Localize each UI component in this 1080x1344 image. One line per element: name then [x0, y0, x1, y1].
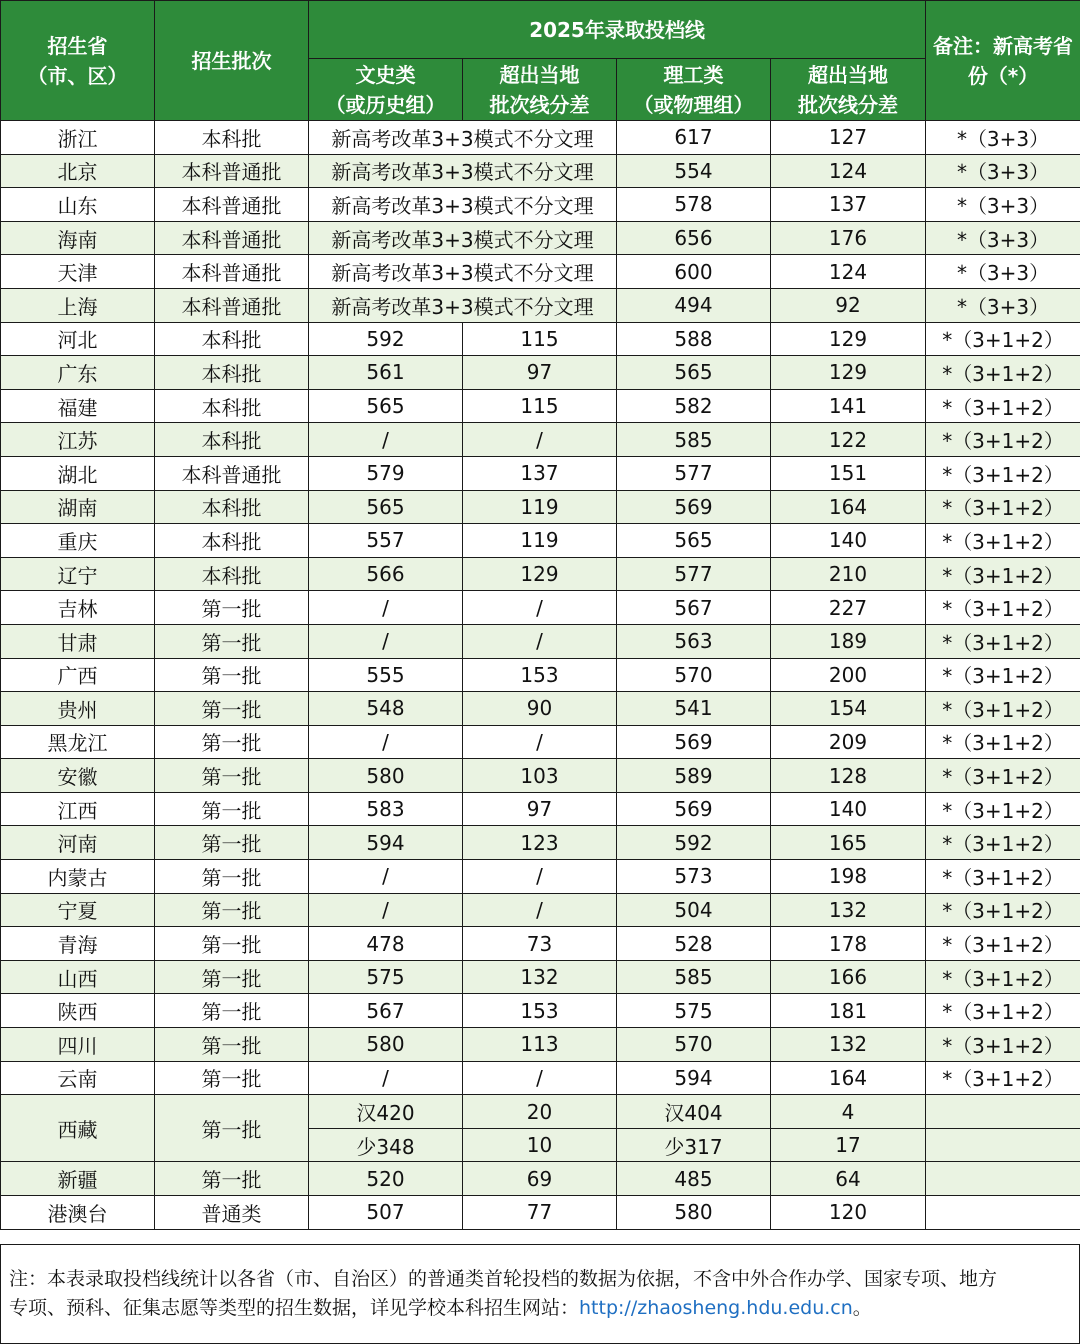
table-row: [1, 658, 1080, 692]
cell-liberal-score: /: [309, 893, 463, 927]
cell-science-score: 617: [617, 121, 771, 155]
cell-remark: *（3+1+2）: [926, 389, 1080, 423]
cell-liberal-diff: 132: [463, 960, 617, 994]
cell-science-diff: 181: [771, 994, 926, 1028]
cell-liberal-diff: 97: [463, 792, 617, 826]
cell-batch: 第一批: [155, 792, 309, 826]
cell-liberal-diff: 129: [463, 557, 617, 591]
cell-remark: *（3+1+2）: [926, 960, 1080, 994]
table-row: [1, 792, 1080, 826]
cell-science-diff: 129: [771, 322, 926, 356]
cell-batch: 本科普通批: [155, 288, 309, 322]
cell-province: 甘肃: [1, 624, 155, 658]
cell-liberal-score: 567: [309, 994, 463, 1028]
cell-liberal-diff: /: [463, 893, 617, 927]
cell-remark: *（3+1+2）: [926, 994, 1080, 1028]
table-row: [1, 692, 1080, 726]
cell-liberal-score: 575: [309, 960, 463, 994]
cell-science-score: 580: [617, 1196, 771, 1230]
cell-science-diff: 132: [771, 893, 926, 927]
cell-liberal-score: /: [309, 725, 463, 759]
header-liberal: [309, 59, 463, 121]
cell-province: 黑龙江: [1, 725, 155, 759]
table-header: [1, 1, 1080, 121]
cell-science-diff: 189: [771, 624, 926, 658]
cell-liberal-score: 520: [309, 1162, 463, 1196]
cell-province: 贵州: [1, 692, 155, 726]
cell-remark: *（3+3）: [926, 288, 1080, 322]
cell-remark: *（3+1+2）: [926, 322, 1080, 356]
table-row: [1, 927, 1080, 961]
cell-remark: *（3+1+2）: [926, 759, 1080, 793]
cell-liberal-score: 579: [309, 456, 463, 490]
cell-science-diff: 164: [771, 1061, 926, 1095]
cell-science-score: 528: [617, 927, 771, 961]
cell-remark: *（3+1+2）: [926, 893, 1080, 927]
cell-remark: *（3+1+2）: [926, 591, 1080, 625]
cell-province: 山西: [1, 960, 155, 994]
cell-province: 浙江: [1, 121, 155, 155]
cell-liberal-diff: 69: [463, 1162, 617, 1196]
header-science: [617, 59, 771, 121]
cell-science-diff: 120: [771, 1196, 926, 1230]
cell-liberal-score: /: [309, 591, 463, 625]
cell-science-score: 575: [617, 994, 771, 1028]
cell-province: 西藏: [1, 1095, 155, 1162]
cell-science-score: 494: [617, 288, 771, 322]
cell-liberal-score: 580: [309, 1028, 463, 1062]
cell-science-score: 570: [617, 1028, 771, 1062]
header-remark-line1: 备注：新高考省: [933, 33, 1074, 58]
cell-remark: *（3+1+2）: [926, 356, 1080, 390]
cell-science-score: 541: [617, 692, 771, 726]
cell-remark: *（3+1+2）: [926, 1061, 1080, 1095]
cell-science-score: 582: [617, 389, 771, 423]
cell-science-score: 656: [617, 221, 771, 255]
cell-province: 福建: [1, 389, 155, 423]
table-row: [1, 322, 1080, 356]
cell-liberal-score: 561: [309, 356, 463, 390]
cell-province: 山东: [1, 188, 155, 222]
header-group-title: 2025年录取投档线: [309, 1, 926, 59]
table-row: [1, 524, 1080, 558]
cell-province: 北京: [1, 154, 155, 188]
cell-batch: 本科批: [155, 557, 309, 591]
cell-science-score: 600: [617, 255, 771, 289]
cell-science-score: 578: [617, 188, 771, 222]
cell-liberal-diff: 119: [463, 490, 617, 524]
cell-liberal-score: /: [309, 1061, 463, 1095]
table-row: [1, 490, 1080, 524]
table-row: [1, 456, 1080, 490]
cell-science-score: 汉404: [617, 1095, 771, 1129]
table-row: [1, 288, 1080, 322]
cell-province: 宁夏: [1, 893, 155, 927]
cell-remark: *（3+1+2）: [926, 624, 1080, 658]
table-row: [1, 221, 1080, 255]
cell-liberal-diff: 153: [463, 994, 617, 1028]
cell-batch: 第一批: [155, 826, 309, 860]
footnote-line2-end: 。: [852, 1297, 872, 1319]
cell-liberal-diff: 10: [463, 1128, 617, 1162]
footnote: [0, 1244, 1080, 1344]
cell-science-diff: 124: [771, 154, 926, 188]
cell-merged-note: 新高考改革3+3模式不分文理: [309, 221, 617, 255]
cell-batch: 本科普通批: [155, 188, 309, 222]
cell-province: 四川: [1, 1028, 155, 1062]
cell-science-diff: 122: [771, 423, 926, 457]
table-row: [1, 423, 1080, 457]
cell-science-diff: 209: [771, 725, 926, 759]
cell-science-score: 567: [617, 591, 771, 625]
header-province-line1: 招生省: [47, 33, 108, 58]
cell-province: 湖南: [1, 490, 155, 524]
table-row: [1, 154, 1080, 188]
table-row: [1, 1028, 1080, 1062]
cell-liberal-diff: /: [463, 624, 617, 658]
cell-science-score: 554: [617, 154, 771, 188]
cell-batch: 本科普通批: [155, 255, 309, 289]
cell-remark: *（3+1+2）: [926, 725, 1080, 759]
cell-remark: *（3+1+2）: [926, 826, 1080, 860]
cell-liberal-diff: 115: [463, 322, 617, 356]
cell-science-diff: 4: [771, 1095, 926, 1129]
footnote-line1: 注：本表录取投档线统计以各省（市、自治区）的普通类首轮投档的数据为依据，不含中外合作办学、国家专项、地方: [9, 1268, 998, 1290]
cell-merged-note: 新高考改革3+3模式不分文理: [309, 121, 617, 155]
cell-batch: 本科批: [155, 389, 309, 423]
cell-batch: 第一批: [155, 1095, 309, 1162]
cell-liberal-diff: 115: [463, 389, 617, 423]
cell-remark: *（3+1+2）: [926, 692, 1080, 726]
cell-liberal-diff: 97: [463, 356, 617, 390]
cell-province: 广西: [1, 658, 155, 692]
cell-science-score: 少317: [617, 1128, 771, 1162]
cell-science-diff: 151: [771, 456, 926, 490]
cell-batch: 本科批: [155, 356, 309, 390]
cell-remark: *（3+3）: [926, 221, 1080, 255]
admission-website-link[interactable]: http://zhaosheng.hdu.edu.cn: [579, 1297, 853, 1319]
cell-science-diff: 64: [771, 1162, 926, 1196]
table-row: [1, 356, 1080, 390]
cell-batch: 第一批: [155, 658, 309, 692]
cell-remark: *（3+1+2）: [926, 860, 1080, 894]
cell-liberal-score: 592: [309, 322, 463, 356]
cell-remark: *（3+1+2）: [926, 927, 1080, 961]
cell-science-score: 588: [617, 322, 771, 356]
cell-science-diff: 92: [771, 288, 926, 322]
table-row: [1, 255, 1080, 289]
cell-province: 湖北: [1, 456, 155, 490]
cell-science-diff: 166: [771, 960, 926, 994]
cell-province: 云南: [1, 1061, 155, 1095]
cell-science-score: 592: [617, 826, 771, 860]
cell-liberal-diff: /: [463, 591, 617, 625]
cell-liberal-diff: 90: [463, 692, 617, 726]
cell-batch: 第一批: [155, 591, 309, 625]
cell-science-diff: 137: [771, 188, 926, 222]
cell-province: 江苏: [1, 423, 155, 457]
cell-science-score: 485: [617, 1162, 771, 1196]
cell-remark: [926, 1128, 1080, 1162]
cell-liberal-diff: /: [463, 725, 617, 759]
cell-science-score: 577: [617, 557, 771, 591]
header-province-line2: （市、区）: [27, 63, 128, 88]
header-batch: 招生批次: [155, 1, 309, 121]
header-science-diff-line1: 超出当地: [808, 62, 889, 87]
cell-science-diff: 154: [771, 692, 926, 726]
cell-batch: 第一批: [155, 1162, 309, 1196]
cell-liberal-diff: 73: [463, 927, 617, 961]
cell-batch: 第一批: [155, 1061, 309, 1095]
cell-science-diff: 17: [771, 1128, 926, 1162]
cell-province: 陕西: [1, 994, 155, 1028]
cell-province: 天津: [1, 255, 155, 289]
cell-science-score: 585: [617, 423, 771, 457]
cell-batch: 本科普通批: [155, 154, 309, 188]
table-body: [1, 121, 1080, 1230]
cell-batch: 本科普通批: [155, 221, 309, 255]
cell-liberal-score: 557: [309, 524, 463, 558]
cell-liberal-score: /: [309, 860, 463, 894]
cell-liberal-diff: 103: [463, 759, 617, 793]
cell-science-diff: 164: [771, 490, 926, 524]
cell-liberal-diff: /: [463, 1061, 617, 1095]
cell-province: 新疆: [1, 1162, 155, 1196]
cell-remark: *（3+1+2）: [926, 456, 1080, 490]
header-remark: [926, 1, 1080, 121]
table-row: [1, 591, 1080, 625]
cell-liberal-diff: 119: [463, 524, 617, 558]
cell-science-diff: 127: [771, 121, 926, 155]
cell-science-diff: 140: [771, 524, 926, 558]
table-row: [1, 1061, 1080, 1095]
cell-science-score: 504: [617, 893, 771, 927]
cell-batch: 第一批: [155, 725, 309, 759]
table-row: [1, 1162, 1080, 1196]
table-row: [1, 557, 1080, 591]
header-science-diff-line2: 批次线分差: [798, 92, 899, 117]
cell-science-score: 594: [617, 1061, 771, 1095]
cell-science-diff: 132: [771, 1028, 926, 1062]
cell-remark: *（3+1+2）: [926, 1028, 1080, 1062]
cell-science-diff: 140: [771, 792, 926, 826]
cell-province: 安徽: [1, 759, 155, 793]
cell-batch: 第一批: [155, 860, 309, 894]
cell-batch: 普通类: [155, 1196, 309, 1230]
header-liberal-diff-line2: 批次线分差: [489, 92, 590, 117]
cell-province: 河北: [1, 322, 155, 356]
cell-liberal-score: /: [309, 423, 463, 457]
header-remark-line2: 份（*）: [967, 63, 1039, 88]
cell-liberal-diff: 20: [463, 1095, 617, 1129]
header-province: [1, 1, 155, 121]
cell-remark: *（3+1+2）: [926, 557, 1080, 591]
cell-merged-note: 新高考改革3+3模式不分文理: [309, 288, 617, 322]
cell-science-score: 585: [617, 960, 771, 994]
cell-batch: 本科批: [155, 121, 309, 155]
header-liberal-line2: （或历史组）: [325, 92, 446, 117]
cell-liberal-score: 少348: [309, 1128, 463, 1162]
cell-remark: *（3+3）: [926, 255, 1080, 289]
cell-liberal-score: 555: [309, 658, 463, 692]
cell-remark: *（3+3）: [926, 188, 1080, 222]
cell-science-diff: 178: [771, 927, 926, 961]
cell-liberal-score: 580: [309, 759, 463, 793]
cell-liberal-score: 583: [309, 792, 463, 826]
cell-science-diff: 176: [771, 221, 926, 255]
cell-science-score: 589: [617, 759, 771, 793]
table-row: [1, 893, 1080, 927]
cell-province: 辽宁: [1, 557, 155, 591]
cell-province: 港澳台: [1, 1196, 155, 1230]
table-row: [1, 1196, 1080, 1230]
cell-merged-note: 新高考改革3+3模式不分文理: [309, 255, 617, 289]
cell-science-score: 569: [617, 490, 771, 524]
cell-science-diff: 200: [771, 658, 926, 692]
cell-science-score: 573: [617, 860, 771, 894]
cell-province: 吉林: [1, 591, 155, 625]
cell-remark: [926, 1196, 1080, 1230]
table-row: [1, 121, 1080, 155]
cell-liberal-score: 566: [309, 557, 463, 591]
cell-merged-note: 新高考改革3+3模式不分文理: [309, 188, 617, 222]
footnote-line2-text: 专项、预科、征集志愿等类型的招生数据，详见学校本科招生网站：: [9, 1297, 580, 1319]
footnote-line2: [9, 1294, 1073, 1323]
cell-province: 内蒙古: [1, 860, 155, 894]
cell-liberal-score: 507: [309, 1196, 463, 1230]
cell-science-diff: 165: [771, 826, 926, 860]
cell-science-score: 563: [617, 624, 771, 658]
cell-liberal-diff: 123: [463, 826, 617, 860]
cell-province: 江西: [1, 792, 155, 826]
cell-batch: 第一批: [155, 927, 309, 961]
cell-remark: *（3+3）: [926, 154, 1080, 188]
cell-liberal-diff: 77: [463, 1196, 617, 1230]
cell-batch: 本科批: [155, 490, 309, 524]
cell-remark: *（3+1+2）: [926, 423, 1080, 457]
cell-batch: 第一批: [155, 624, 309, 658]
cell-province: 广东: [1, 356, 155, 390]
header-science-line1: 理工类: [663, 62, 724, 87]
header-science-diff: [771, 59, 926, 121]
cell-liberal-score: 汉420: [309, 1095, 463, 1129]
header-liberal-line1: 文史类: [355, 62, 416, 87]
table-row: [1, 1095, 1080, 1129]
cell-remark: *（3+3）: [926, 121, 1080, 155]
cell-liberal-diff: 113: [463, 1028, 617, 1062]
cell-remark: *（3+1+2）: [926, 792, 1080, 826]
cell-batch: 第一批: [155, 1028, 309, 1062]
table-row: [1, 624, 1080, 658]
cell-liberal-diff: 153: [463, 658, 617, 692]
cell-batch: 第一批: [155, 994, 309, 1028]
cell-province: 海南: [1, 221, 155, 255]
cell-merged-note: 新高考改革3+3模式不分文理: [309, 154, 617, 188]
cell-remark: [926, 1162, 1080, 1196]
table-row: [1, 994, 1080, 1028]
cell-science-diff: 227: [771, 591, 926, 625]
cell-science-diff: 210: [771, 557, 926, 591]
cell-liberal-score: 565: [309, 389, 463, 423]
table-row: [1, 960, 1080, 994]
table-row: [1, 759, 1080, 793]
cell-science-diff: 198: [771, 860, 926, 894]
cell-province: 上海: [1, 288, 155, 322]
table-row: [1, 725, 1080, 759]
cell-province: 重庆: [1, 524, 155, 558]
cell-liberal-diff: /: [463, 860, 617, 894]
cell-remark: *（3+1+2）: [926, 658, 1080, 692]
cell-science-score: 569: [617, 792, 771, 826]
cell-batch: 第一批: [155, 692, 309, 726]
cell-science-diff: 128: [771, 759, 926, 793]
cell-liberal-score: 478: [309, 927, 463, 961]
cell-batch: 本科普通批: [155, 456, 309, 490]
cell-remark: *（3+1+2）: [926, 490, 1080, 524]
cell-batch: 第一批: [155, 893, 309, 927]
cell-province: 青海: [1, 927, 155, 961]
header-liberal-diff: [463, 59, 617, 121]
header-science-line2: （或物理组）: [633, 92, 754, 117]
cell-science-score: 565: [617, 524, 771, 558]
cell-batch: 本科批: [155, 423, 309, 457]
cell-batch: 本科批: [155, 322, 309, 356]
cell-science-score: 570: [617, 658, 771, 692]
header-liberal-diff-line1: 超出当地: [499, 62, 580, 87]
cell-science-diff: 124: [771, 255, 926, 289]
cell-remark: [926, 1095, 1080, 1129]
cell-remark: *（3+1+2）: [926, 524, 1080, 558]
cell-science-score: 577: [617, 456, 771, 490]
cell-liberal-score: /: [309, 624, 463, 658]
table-row: [1, 188, 1080, 222]
cell-science-diff: 141: [771, 389, 926, 423]
cell-liberal-score: 548: [309, 692, 463, 726]
cell-province: 河南: [1, 826, 155, 860]
table-row: [1, 389, 1080, 423]
cell-batch: 第一批: [155, 759, 309, 793]
cell-batch: 第一批: [155, 960, 309, 994]
cell-liberal-diff: 137: [463, 456, 617, 490]
cell-liberal-score: 565: [309, 490, 463, 524]
cell-science-score: 565: [617, 356, 771, 390]
table-row: [1, 860, 1080, 894]
cell-liberal-diff: /: [463, 423, 617, 457]
cell-science-score: 569: [617, 725, 771, 759]
cell-batch: 本科批: [155, 524, 309, 558]
table-row: [1, 826, 1080, 860]
cell-liberal-score: 594: [309, 826, 463, 860]
cell-science-diff: 129: [771, 356, 926, 390]
